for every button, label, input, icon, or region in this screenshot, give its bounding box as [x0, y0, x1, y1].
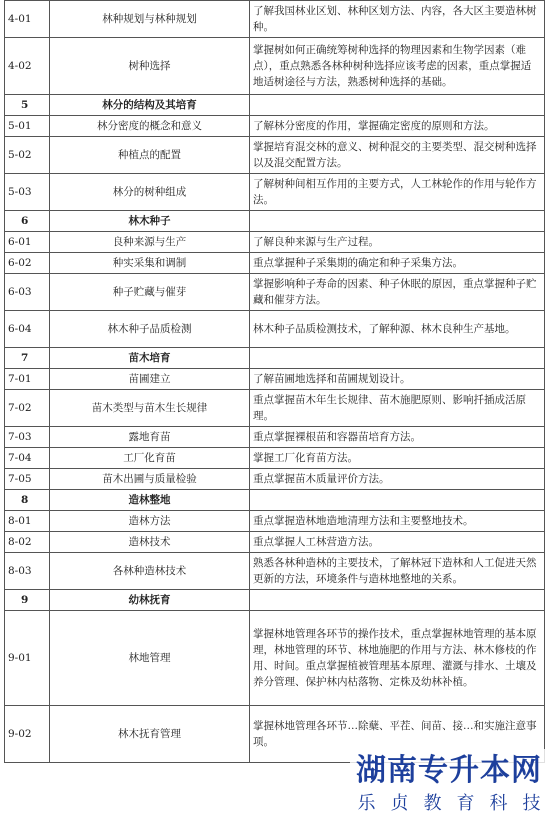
table-row	[5, 511, 545, 532]
name-cell: 苗木出圃与质量检验	[50, 469, 250, 490]
requirement-cell	[250, 590, 545, 611]
code-cell: 7-02	[5, 390, 50, 427]
table-row	[5, 553, 545, 590]
code-cell: 7-03	[5, 427, 50, 448]
brand-subtitle-char: 育	[456, 793, 475, 814]
requirement-cell: 掌握树如何正确统筹树种选择的物理因素和生物学因素（难点），重点熟悉各林种树种选择应该考虑的因素，重点掌握适地适树途径与方法，熟悉树种选择的基础。	[250, 38, 545, 95]
table-row	[5, 532, 545, 553]
code-cell: 8-03	[5, 553, 50, 590]
brand-subtitle-char: 教	[423, 793, 442, 814]
brand-subtitle-char: 技	[522, 793, 541, 814]
brand-subtitle-char: 贞	[390, 793, 409, 814]
code-cell: 6-02	[5, 253, 50, 274]
code-cell: 9-01	[5, 611, 50, 706]
requirement-cell: 了解良种来源与生产过程。	[250, 232, 545, 253]
table-row	[5, 1, 545, 38]
table-row	[5, 611, 545, 706]
syllabus-table	[4, 0, 545, 763]
table-row	[5, 469, 545, 490]
table-row	[5, 390, 545, 427]
table-row	[5, 274, 545, 311]
syllabus-table-body	[5, 1, 545, 763]
name-cell: 林分密度的概念和意义	[50, 116, 250, 137]
code-cell: 7-05	[5, 469, 50, 490]
brand-subtitle	[358, 793, 541, 815]
requirement-cell: 掌握工厂化育苗方法。	[250, 448, 545, 469]
name-cell: 林分的树种组成	[50, 174, 250, 211]
table-row	[5, 137, 545, 174]
name-cell: 林木抚育管理	[50, 706, 250, 763]
requirement-cell: 重点掌握人工林营造方法。	[250, 532, 545, 553]
table-row	[5, 116, 545, 137]
requirement-cell: 林木种子品质检测技术，了解种源、林木良种生产基地。	[250, 311, 545, 348]
requirement-cell	[250, 348, 545, 369]
requirement-cell: 掌握影响种子寿命的因素、种子休眠的原因，重点掌握种子贮藏和催芽方法。	[250, 274, 545, 311]
name-cell: 种子贮藏与催芽	[50, 274, 250, 311]
table-row	[5, 427, 545, 448]
name-cell: 造林方法	[50, 511, 250, 532]
code-cell: 8-02	[5, 532, 50, 553]
name-cell: 林分的结构及其培育	[50, 95, 250, 116]
requirement-cell	[250, 211, 545, 232]
table-row	[5, 369, 545, 390]
code-cell: 6-03	[5, 274, 50, 311]
code-cell: 7-04	[5, 448, 50, 469]
requirement-cell: 熟悉各林种造林的主要技术，了解林冠下造林和人工促进天然更新的方法，环境条件与造林地整地的关系。	[250, 553, 545, 590]
name-cell: 苗木类型与苗木生长规律	[50, 390, 250, 427]
section-row	[5, 211, 545, 232]
name-cell: 林种规划与林种规划	[50, 1, 250, 38]
requirement-cell	[250, 95, 545, 116]
code-cell: 9-02	[5, 706, 50, 763]
requirement-cell: 掌握林地管理各环节…除蘖、平茬、间苗、接…和实施注意事项。	[250, 706, 545, 763]
code-cell: 5-01	[5, 116, 50, 137]
requirement-cell: 重点掌握苗木年生长规律、苗木施肥原则、影响扦插成活原理。	[250, 390, 545, 427]
code-cell: 6	[5, 211, 50, 232]
brand-subtitle-char: 乐	[357, 793, 376, 814]
name-cell: 工厂化育苗	[50, 448, 250, 469]
name-cell: 林木种子	[50, 211, 250, 232]
name-cell: 苗木培育	[50, 348, 250, 369]
brand-logo-overlay	[350, 749, 548, 827]
code-cell: 9	[5, 590, 50, 611]
table-row	[5, 448, 545, 469]
code-cell: 8-01	[5, 511, 50, 532]
name-cell: 林木种子品质检测	[50, 311, 250, 348]
table-row	[5, 311, 545, 348]
requirement-cell: 了解我国林业区划、林种区划方法、内容，各大区主要造林树种。	[250, 1, 545, 38]
requirement-cell: 了解苗圃地选择和苗圃规划设计。	[250, 369, 545, 390]
code-cell: 5-03	[5, 174, 50, 211]
name-cell: 种植点的配置	[50, 137, 250, 174]
requirement-cell: 掌握培育混交林的意义、树种混交的主要类型、混交树种选择以及混交配置方法。	[250, 137, 545, 174]
code-cell: 6-04	[5, 311, 50, 348]
requirement-cell: 重点掌握造林地造地清理方法和主要整地技术。	[250, 511, 545, 532]
name-cell: 良种来源与生产	[50, 232, 250, 253]
code-cell: 8	[5, 490, 50, 511]
requirement-cell	[250, 490, 545, 511]
name-cell: 树种选择	[50, 38, 250, 95]
section-row	[5, 348, 545, 369]
name-cell: 造林整地	[50, 490, 250, 511]
section-row	[5, 95, 545, 116]
code-cell: 4-02	[5, 38, 50, 95]
name-cell: 苗圃建立	[50, 369, 250, 390]
requirement-cell: 掌握林地管理各环节的操作技术，重点掌握林地管理的基本原理，林地管理的环节、林地施肥的作用与方法、林木修枝的作用、时间。重点掌握植被管理基本原理、灌溉与排水、土壤及养分管理、保护林内枯落物、定株及幼林补植。	[250, 611, 545, 706]
code-cell: 7	[5, 348, 50, 369]
code-cell: 7-01	[5, 369, 50, 390]
table-row	[5, 232, 545, 253]
table-row	[5, 253, 545, 274]
brand-title: 湖南专升本网	[356, 753, 542, 788]
table-row	[5, 38, 545, 95]
table-row	[5, 174, 545, 211]
name-cell: 幼林抚育	[50, 590, 250, 611]
name-cell: 种实采集和调制	[50, 253, 250, 274]
name-cell: 各林种造林技术	[50, 553, 250, 590]
section-row	[5, 490, 545, 511]
brand-subtitle-char: 科	[489, 793, 508, 814]
name-cell: 造林技术	[50, 532, 250, 553]
section-row	[5, 590, 545, 611]
requirement-cell: 了解树种间相互作用的主要方式，人工林轮作的作用与轮作方法。	[250, 174, 545, 211]
name-cell: 露地育苗	[50, 427, 250, 448]
requirement-cell: 重点掌握种子采集期的确定和种子采集方法。	[250, 253, 545, 274]
code-cell: 6-01	[5, 232, 50, 253]
requirement-cell: 了解林分密度的作用，掌握确定密度的原则和方法。	[250, 116, 545, 137]
code-cell: 5-02	[5, 137, 50, 174]
name-cell: 林地管理	[50, 611, 250, 706]
requirement-cell: 重点掌握裸根苗和容器苗培育方法。	[250, 427, 545, 448]
requirement-cell: 重点掌握苗木质量评价方法。	[250, 469, 545, 490]
code-cell: 5	[5, 95, 50, 116]
code-cell: 4-01	[5, 1, 50, 38]
